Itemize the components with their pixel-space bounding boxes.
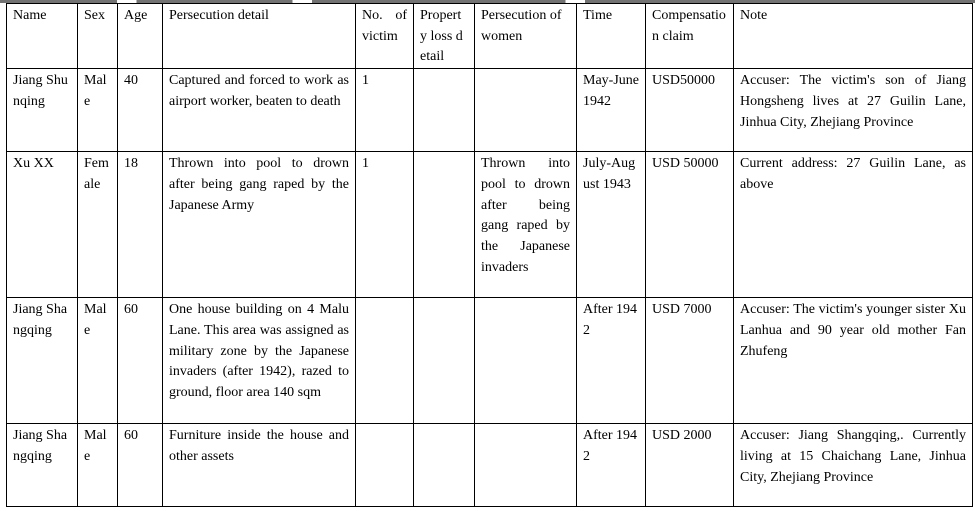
cell-property-loss <box>414 298 475 424</box>
cell-persecution-of-women <box>475 69 577 152</box>
table-row <box>7 424 973 507</box>
cell-compensation-claim: USD 50000 <box>646 152 734 298</box>
cell-persecution-detail: Furniture inside the house and other assets <box>163 424 356 507</box>
cell-age: 60 <box>118 298 163 424</box>
cell-name: Xu XX <box>7 152 78 298</box>
cell-age: 40 <box>118 69 163 152</box>
cell-no-of-victim: 1 <box>356 69 414 152</box>
cell-compensation-claim: USD 2000 <box>646 424 734 507</box>
cell-time: After 1942 <box>577 298 646 424</box>
cell-time: After 1942 <box>577 424 646 507</box>
header-compensation-claim: Compensation claim <box>646 4 734 69</box>
cell-time: May-June 1942 <box>577 69 646 152</box>
cell-sex: Female <box>78 152 118 298</box>
header-persecution-detail: Persecution detail <box>163 4 356 69</box>
cell-age: 60 <box>118 424 163 507</box>
cell-property-loss <box>414 69 475 152</box>
header-age: Age <box>118 4 163 69</box>
cell-compensation-claim: USD 7000 <box>646 298 734 424</box>
cell-note: Accuser: The victim's son of Jiang Hongsheng lives at 27 Guilin Lane, Jinhua City, Zhejiang Province <box>734 69 973 152</box>
header-no-of-victim: No. of victim <box>356 4 414 69</box>
cell-sex: Male <box>78 298 118 424</box>
victim-table <box>6 3 973 507</box>
cell-property-loss <box>414 424 475 507</box>
table-row <box>7 152 973 298</box>
table-row <box>7 298 973 424</box>
cell-name: Jiang Shangqing <box>7 424 78 507</box>
header-persecution-of-women: Persecution of women <box>475 4 577 69</box>
cell-persecution-of-women <box>475 424 577 507</box>
cell-no-of-victim: 1 <box>356 152 414 298</box>
header-property-loss-detail: Property loss detail <box>414 4 475 69</box>
cell-persecution-of-women <box>475 298 577 424</box>
table-row <box>7 69 973 152</box>
cell-sex: Male <box>78 69 118 152</box>
cell-sex: Male <box>78 424 118 507</box>
cell-persecution-of-women: Thrown into pool to drown after being gang raped by the Japanese invaders <box>475 152 577 298</box>
cell-property-loss <box>414 152 475 298</box>
cell-note: Accuser: The victim's younger sister Xu Lanhua and 90 year old mother Fan Zhufeng <box>734 298 973 424</box>
cell-age: 18 <box>118 152 163 298</box>
cell-note: Current address: 27 Guilin Lane, as above <box>734 152 973 298</box>
cell-no-of-victim <box>356 298 414 424</box>
cell-name: Jiang Shunqing <box>7 69 78 152</box>
header-time: Time <box>577 4 646 69</box>
cell-persecution-detail: Captured and forced to work as airport worker, beaten to death <box>163 69 356 152</box>
cell-note: Accuser: Jiang Shangqing,. Currently living at 15 Chaichang Lane, Jinhua City, Zhejiang Province <box>734 424 973 507</box>
cell-compensation-claim: USD50000 <box>646 69 734 152</box>
cell-time: July-August 1943 <box>577 152 646 298</box>
header-note: Note <box>734 4 973 69</box>
cell-persecution-detail: Thrown into pool to drown after being gang raped by the Japanese Army <box>163 152 356 298</box>
header-name: Name <box>7 4 78 69</box>
cell-no-of-victim <box>356 424 414 507</box>
cell-persecution-detail: One house building on 4 Malu Lane. This area was assigned as military zone by the Japanese invaders (after 1942), razed to ground, floor area 140 sqm <box>163 298 356 424</box>
header-row <box>7 4 973 69</box>
cell-name: Jiang Shangqing <box>7 298 78 424</box>
header-sex: Sex <box>78 4 118 69</box>
